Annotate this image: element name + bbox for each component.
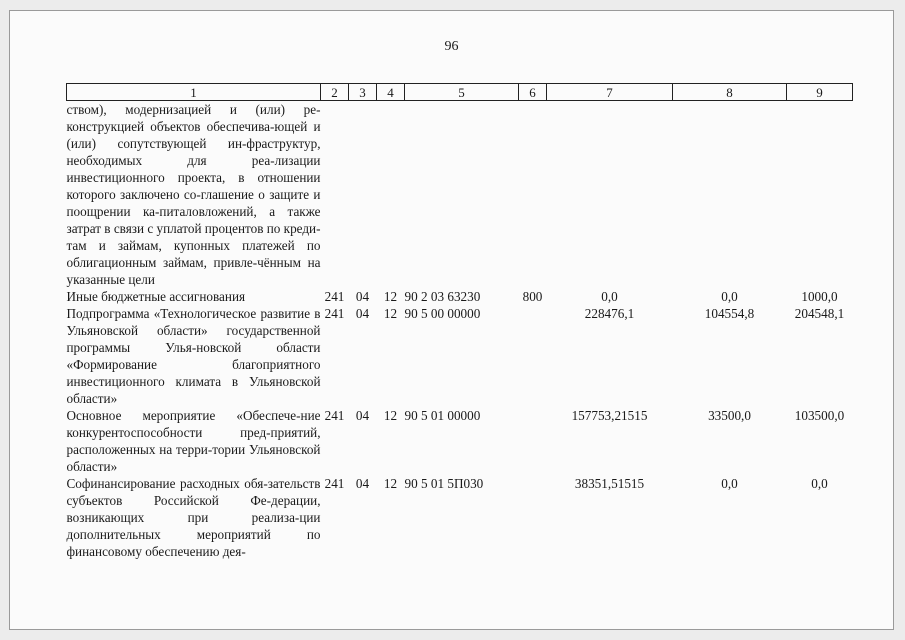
cell-target-article: 90 2 03 63230: [404, 289, 481, 304]
table-row: [67, 305, 853, 407]
cell-target-article: 90 5 01 00000: [404, 408, 481, 423]
cell-amount-col8: [673, 101, 787, 289]
column-header: 2: [321, 84, 349, 101]
column-header: 5: [405, 84, 519, 101]
cell-admin-code: 241: [324, 306, 345, 321]
cell-amount-col8: 33500,0: [708, 408, 751, 423]
cell-subsection: 12: [383, 306, 398, 321]
table-row: [67, 288, 853, 305]
cell-target-article: 90 5 00 00000: [404, 306, 481, 321]
cell-admin-code: 241: [324, 289, 345, 304]
cell-amount-col9: 204548,1: [794, 306, 845, 321]
row-name: ством), модернизацией и (или) ре-конструкцией объектов обеспечива-ющей и (или) сопутствующей ин-фраструктур, необходимых для реа-лизации инвестиционного проекта, в отношении которого заключено со-глашение о защите и поощрении ка-питаловложений, а также затрат в связи с уплатой процентов по креди-там и займам, купонных платежей по облигационным займам, привле-чённым на указанные цели: [66, 102, 321, 287]
cell-section: 04: [355, 476, 370, 491]
cell-amount-col9: 1000,0: [801, 289, 838, 304]
column-header: 7: [547, 84, 673, 101]
cell-subsection: [377, 101, 405, 289]
row-name: Иные бюджетные ассигнования: [66, 289, 246, 304]
column-header: 6: [519, 84, 547, 101]
cell-subsection: 12: [383, 289, 398, 304]
column-header: 9: [787, 84, 853, 101]
document-page: [9, 10, 894, 630]
column-header: 3: [349, 84, 377, 101]
cell-target-article: [405, 101, 519, 289]
budget-table: [66, 83, 853, 560]
cell-expense-type: [519, 101, 547, 289]
column-header: 4: [377, 84, 405, 101]
cell-amount-col8: 0,0: [721, 476, 738, 491]
cell-amount-col9: [787, 101, 853, 289]
cell-amount-col7: 157753,21515: [571, 408, 648, 423]
column-header: 8: [673, 84, 787, 101]
cell-section: 04: [355, 306, 370, 321]
cell-section: 04: [355, 289, 370, 304]
cell-amount-col7: 0,0: [601, 289, 618, 304]
table-row: [67, 475, 853, 560]
cell-amount-col9: 0,0: [811, 476, 828, 491]
cell-section: [349, 101, 377, 289]
cell-expense-type: [519, 475, 547, 560]
cell-subsection: 12: [383, 476, 398, 491]
column-header: 1: [67, 84, 321, 101]
cell-expense-type: [519, 407, 547, 475]
header-row: [67, 84, 853, 101]
row-name: Подпрограмма «Технологическое развитие в Ульяновской области» государственной программы Улья-новской области «Формирование благоприятного инвестиционного климата в Ульяновской области»: [66, 306, 321, 406]
cell-expense-type: 800: [522, 289, 543, 304]
cell-amount-col9: 103500,0: [794, 408, 845, 423]
cell-amount-col7: 38351,51515: [574, 476, 645, 491]
row-name: Основное мероприятие «Обеспече-ние конкурентоспособности пред-приятий, расположенных на терри-тории Ульяновской области»: [66, 408, 321, 474]
page-number: 96: [444, 39, 459, 54]
cell-expense-type: [519, 305, 547, 407]
cell-target-article: 90 5 01 5П030: [404, 476, 484, 491]
table-row: [67, 101, 853, 289]
cell-amount-col8: 104554,8: [704, 306, 755, 321]
table-row: [67, 407, 853, 475]
row-name: Софинансирование расходных обя-зательств субъектов Российской Фе-дерации, возникающих при реализа-ции дополнительных мероприятий по финансовому обеспечению дея-: [66, 476, 321, 559]
cell-amount-col7: [547, 101, 673, 289]
cell-admin-code: [321, 101, 349, 289]
cell-amount-col8: 0,0: [721, 289, 738, 304]
cell-admin-code: 241: [324, 476, 345, 491]
cell-admin-code: 241: [324, 408, 345, 423]
cell-subsection: 12: [383, 408, 398, 423]
cell-amount-col7: 228476,1: [584, 306, 635, 321]
cell-section: 04: [355, 408, 370, 423]
